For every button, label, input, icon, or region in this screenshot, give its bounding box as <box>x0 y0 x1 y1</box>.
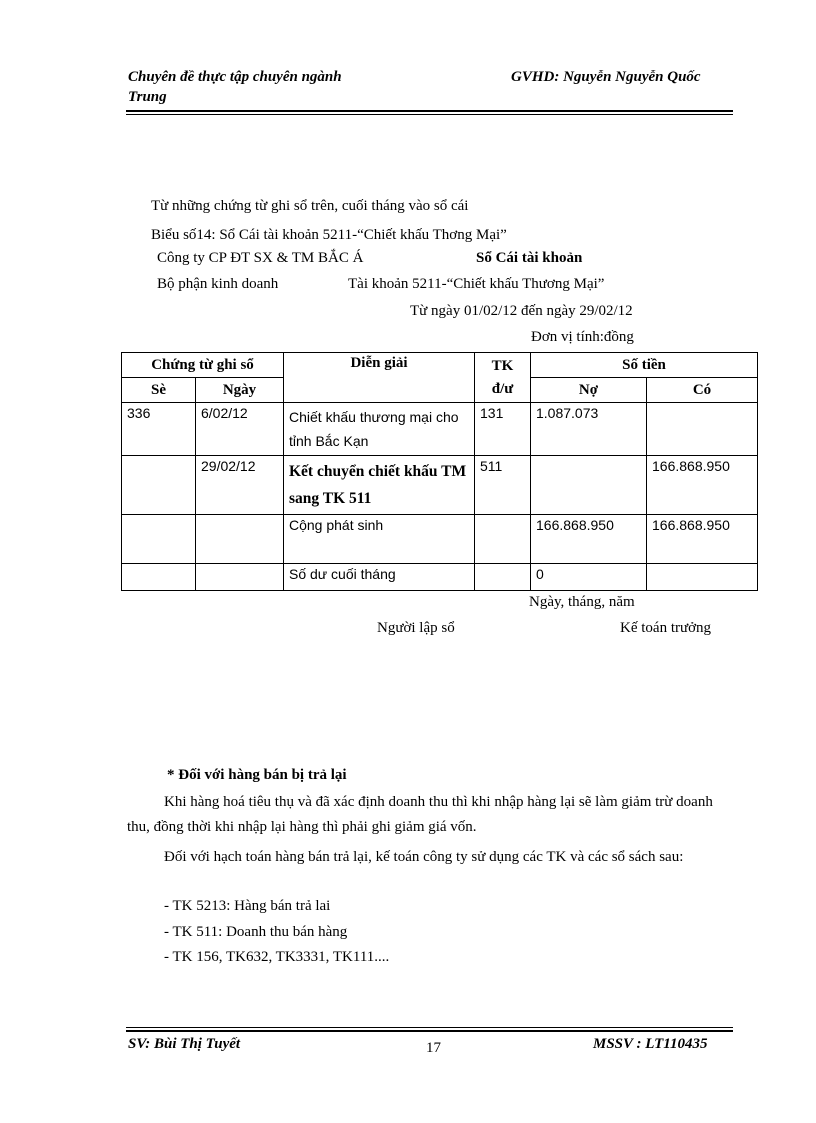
list-item: - TK 511: Doanh thu bán hàng <box>164 924 348 940</box>
signature-date: Ngày, tháng, năm <box>529 594 635 610</box>
footer-student-id: MSSV : LT110435 <box>593 1036 708 1052</box>
company-name: Công ty CP ĐT SX & TM BẮC Á <box>157 250 364 266</box>
col-header-description: Diễn giải <box>284 353 475 403</box>
col-header-date: Ngày <box>196 378 284 403</box>
table-row <box>122 456 758 515</box>
cell-number <box>122 564 196 591</box>
currency-unit: Đơn vị tính:đồng <box>531 329 634 345</box>
cell-credit <box>647 403 758 456</box>
col-header-voucher: Chứng từ ghi sổ <box>122 353 284 378</box>
paragraph-returns-intro: Khi hàng hoá tiêu thụ và đã xác định doanh thu thì khi nhập hàng lại sẽ làm giảm trừ doanh thu, đồng thời khi nhập lại hàng thì phải ghi giảm giá vốn. <box>127 794 713 835</box>
cell-account <box>475 515 531 564</box>
figure-caption: Biểu số14: Sổ Cái tài khoản 5211-“Chiết khấu Thơng Mại” <box>151 227 507 243</box>
footer-rule-thin <box>126 1027 733 1028</box>
period: Từ ngày 01/02/12 đến ngày 29/02/12 <box>410 303 633 319</box>
section-heading: * Đối với hàng bán bị trả lại <box>167 767 347 783</box>
footer-student-name: SV: Bùi Thị Tuyết <box>128 1036 241 1052</box>
page-number: 17 <box>426 1040 441 1056</box>
cell-number <box>122 456 196 515</box>
table-row <box>122 564 758 591</box>
cell-credit: 166.868.950 <box>647 456 758 515</box>
footer-rule-thick <box>126 1030 733 1032</box>
col-header-account-line1: TK <box>491 357 514 374</box>
paragraph-accounts-used: Đối với hạch toán hàng bán trả lại, kế toán công ty sử dụng các TK và các sổ sách sau: <box>164 849 684 865</box>
ledger-table <box>121 352 758 591</box>
header-rule-thick <box>126 110 733 112</box>
col-header-credit: Có <box>647 378 758 403</box>
cell-date <box>196 564 284 591</box>
signature-chief-accountant: Kế toán trưởng <box>620 620 712 636</box>
header-rule-thin <box>126 114 733 115</box>
department: Bộ phận kinh doanh <box>157 276 279 292</box>
list-item: - TK 5213: Hàng bán trả lai <box>164 898 331 914</box>
cell-debit: 166.868.950 <box>531 515 647 564</box>
header-course-title-cont: Trung <box>128 89 167 105</box>
cell-date: 6/02/12 <box>196 403 284 456</box>
cell-number: 336 <box>122 403 196 456</box>
cell-account: 511 <box>475 456 531 515</box>
cell-debit <box>531 456 647 515</box>
cell-credit: 166.868.950 <box>647 515 758 564</box>
cell-date <box>196 515 284 564</box>
cell-debit: 0 <box>531 564 647 591</box>
cell-account: 131 <box>475 403 531 456</box>
cell-description: Kết chuyển chiết khấu TM sang TK 511 <box>284 456 475 515</box>
col-header-account <box>475 353 531 403</box>
header-supervisor: GVHD: Nguyễn Nguyễn Quốc <box>511 69 701 85</box>
col-header-account-line2: đ/ư <box>491 380 514 397</box>
col-header-debit: Nợ <box>531 378 647 403</box>
col-header-amount: Số tiền <box>531 353 758 378</box>
signature-preparer: Người lập sổ <box>377 620 455 636</box>
table-row <box>122 515 758 564</box>
col-header-number: Sè <box>122 378 196 403</box>
cell-description: Cộng phát sinh <box>284 515 475 564</box>
cell-number <box>122 515 196 564</box>
cell-debit: 1.087.073 <box>531 403 647 456</box>
intro-line: Từ những chứng từ ghi sổ trên, cuối tháng vào sổ cái <box>151 198 469 214</box>
cell-credit <box>647 564 758 591</box>
ledger-title: Sổ Cái tài khoản <box>476 250 583 266</box>
cell-date: 29/02/12 <box>196 456 284 515</box>
cell-account <box>475 564 531 591</box>
account-name: Tài khoản 5211-“Chiết khấu Thương Mại” <box>348 276 605 292</box>
list-item: - TK 156, TK632, TK3331, TK111.... <box>164 949 390 965</box>
header-course-title: Chuyên đề thực tập chuyên ngành <box>128 69 342 85</box>
cell-description: Số dư cuối tháng <box>284 564 475 591</box>
table-row <box>122 403 758 456</box>
cell-description: Chiết khấu thương mại cho tỉnh Bắc Kạn <box>284 403 475 456</box>
